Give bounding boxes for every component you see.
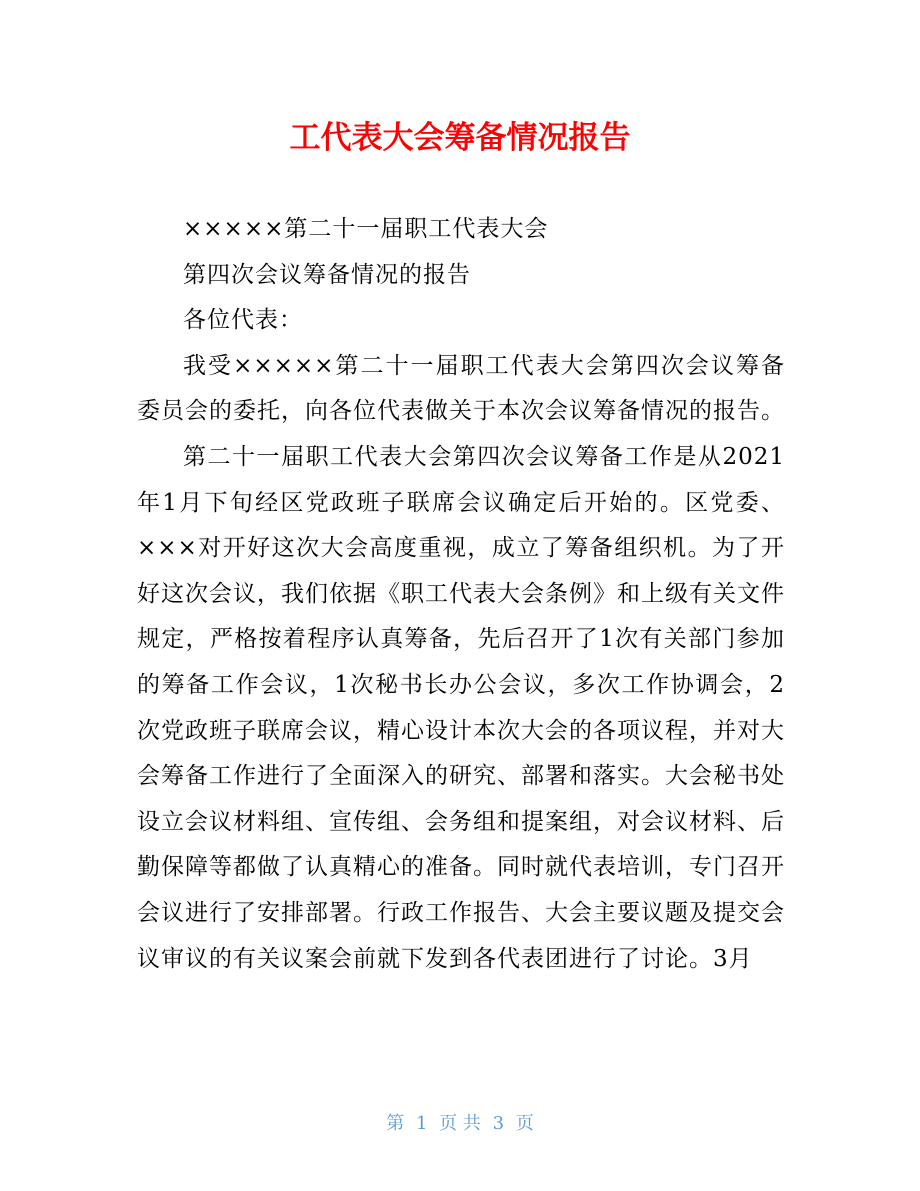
page-title: 工代表大会筹备情况报告 bbox=[289, 120, 631, 156]
paragraph-intro: 我受×××××第二十一届职工代表大会第四次会议筹备委员会的委托，向各位代表做关于本次会议筹备情况的报告。 bbox=[137, 352, 785, 425]
footer-middle: 页 共 bbox=[439, 1113, 481, 1134]
footer-total-pages: 3 bbox=[492, 1113, 505, 1134]
footer-current-page: 1 bbox=[415, 1113, 428, 1134]
paragraph-heading-line-2: 第四次会议筹备情况的报告 bbox=[183, 261, 471, 288]
paragraph-salutation: 各位代表： bbox=[183, 307, 303, 334]
paragraph-main: 第二十一届职工代表大会第四次会议筹备工作是从2021年1月下旬经区党政班子联席会议确定后开始的。区党委、×××对开好这次大会高度重视，成立了筹备组织机。为了开好这次会议，我们依据《职工代表大会条例》和上级有关文件规定，严格按着程序认真筹备，先后召开了1次有关部门参加的筹备工作会议，1次秘书长办公会议，多次工作协调会，2次党政班子联席会议，精心设计本次大会的各项议程，并对大会筹备工作进行了全面深入的研究、部署和落实。大会秘书处设立会议材料组、宣传组、会务组和提案组，对会议材料、后勤保障等都做了认真精心的准备。同时就代表培训，专门召开会议进行了安排部署。行政工作报告、大会主要议题及提交会议审议的有关议案会前就下发到各代表团进行了讨论。3月 bbox=[137, 443, 785, 972]
footer-suffix: 页 bbox=[515, 1113, 534, 1134]
document-body bbox=[137, 207, 785, 982]
paragraph-heading-line-1: ×××××第二十一届职工代表大会 bbox=[183, 216, 549, 242]
footer-prefix: 第 bbox=[386, 1113, 405, 1134]
page-footer bbox=[0, 1112, 920, 1136]
